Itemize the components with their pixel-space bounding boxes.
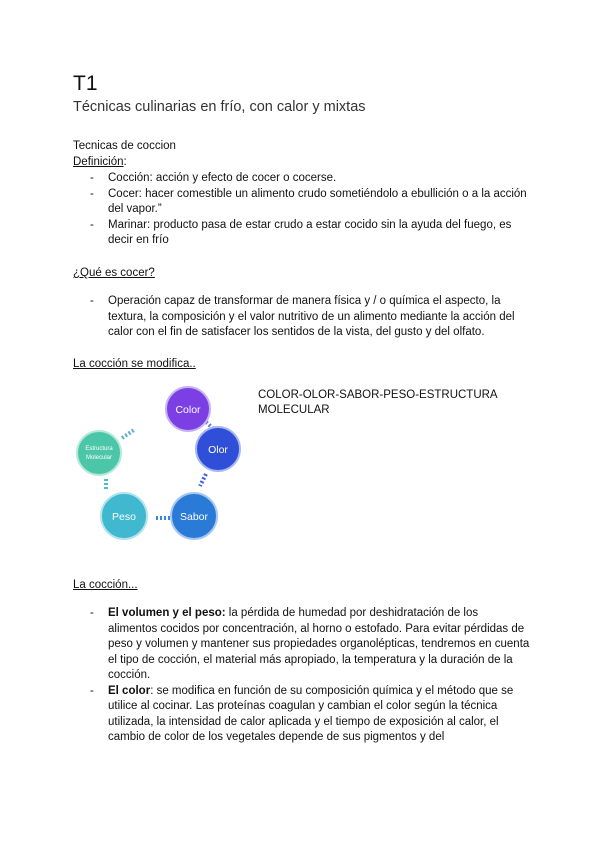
list-item: - Cocción: acción y efecto de cocer o cocerse. [90,171,530,187]
cycle-diagram [72,386,252,546]
section-heading-coccion-modifica: La cocción se modifica.. [73,358,196,370]
list-item-bold: El color [108,684,151,697]
definition-colon: : [123,156,127,168]
svg-text:Estructura: Estructura [85,446,113,452]
svg-text:Sabor: Sabor [179,511,209,523]
list-item [90,684,530,746]
list-item [90,606,530,684]
section-heading-tecnicas: Tecnicas de coccion [73,140,176,152]
cycle-arrow [200,474,206,486]
section-heading-que-es-cocer: ¿Qué es cocer? [73,267,155,279]
cycle-side-label: COLOR-OLOR-SABOR-PESO-ESTRUCTURA MOLECULAR [258,389,497,416]
section-heading-la-coccion: La cocción... [73,579,138,591]
definition-list [90,171,530,249]
definition-label-line [73,155,127,171]
svg-text:Peso: Peso [112,511,136,523]
cocer-list [90,294,530,341]
list-item-text: : se modifica en función de su composición química y el método que se utilice al cocinar. Las proteínas coagulan y cambian el color según la técnica utilizada, la intensidad de calor aplicada y el tiempo de exposición al calor, el cambio de color de los vegetales depende de sus pigmentos y del [108,684,514,743]
svg-text:Molecular: Molecular [85,455,113,461]
coccion-list [90,606,530,746]
cycle-node-estructura-molecular [77,431,121,475]
list-item: - Marinar: producto pasa de estar crudo a estar cocido sin la ayuda del fuego, es decir en frío [90,218,530,249]
cycle-node-color [166,387,210,431]
page-subtitle: Técnicas culinarias en frío, con calor y mixtas [73,99,366,115]
svg-text:Olor: Olor [208,444,228,456]
list-item: - Cocer: hacer comestible un alimento crudo sometiéndolo a ebullición o a la acción del vapor.” [90,187,530,218]
svg-text:Color: Color [175,404,201,416]
cycle-node-sabor [171,493,217,539]
list-item-bold: El volumen y el peso: [108,607,226,619]
definition-label: Definición [73,156,124,168]
cycle-node-olor [196,427,240,471]
cycle-arrow [122,430,134,438]
list-item-text: la pérdida de humedad por deshidratación de los alimentos cocidos por concentración, al horno o estofado. Para evitar pérdidas de peso y volumen y mantener sus propiedades organolépticas, tendremos en cuenta el tipo de cocción, el material más apropiado, la temperatura y la duración de la cocción. [108,607,530,681]
page-title: T1 [73,72,98,95]
cycle-node-peso [101,493,147,539]
list-item: - Operación capaz de transformar de manera física y / o química el aspecto, la textura, la composición y el valor nutritivo de un alimento mediante la acción del calor con el fin de satisfacer los sentidos de la vista, del gusto y del olfato. [90,294,530,341]
